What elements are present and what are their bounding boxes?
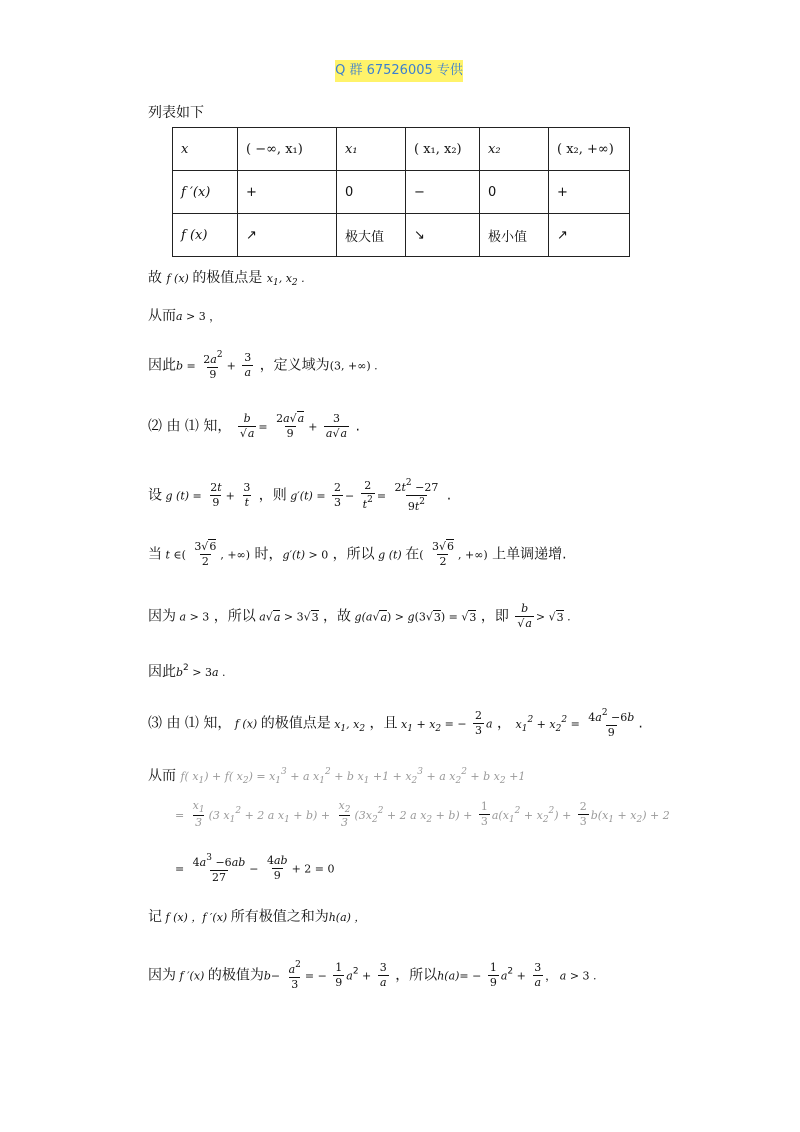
sum-regroup-line: = $\frac{x_1}{3}$ (3 $x_1^2 + 2$ a $x_1 + b$) + $\frac{x_2}{3}$ ($3x_2^2 + 2$ a $x_2 + b$) + $\frac{1}{3}$ $a(x_1^2 + x_2^2)$ + $\frac{2}{3}$ $b(x_1 + x_2) + 2$ (175, 799, 670, 830)
text: 当 (148, 546, 162, 563)
text: ⑶ 由 ⑴ 知， (148, 715, 232, 732)
text: 的极值点是 (260, 715, 331, 732)
text: 所有极值之和为 (230, 909, 329, 925)
text: 因为 (148, 967, 176, 984)
table-cell: − (406, 171, 480, 214)
sum-expansion-line: 从而 f( $x_1) + f$( $x_2) = x_1^3 + a$ $x_1^2 + b$ $x_1 +1 + x_2^3 + a$ $x_2^2 + b$ $x_2 +1$ (148, 767, 526, 786)
table-cell: 0 (337, 171, 406, 214)
monotonicity-table (172, 127, 630, 257)
increasing-arrow-icon: ↗ (549, 214, 630, 257)
text: 因此 (148, 357, 176, 374)
table-cell: f (x) (173, 214, 238, 257)
monotonic-line: 当 t ∈( $\frac{3√6}{2}$ , +∞) 时，g′(t) > 0 ，所以 g (t) 在( $\frac{3√6}{2}$ , +∞) 上单调递增. (148, 540, 567, 568)
b-expression-line: 因此b = $\frac{2a^2}{9}$ + $\frac{3}{a}$ ，定义域为(3, +∞) . (148, 350, 378, 381)
increasing-arrow-icon: ↗ (238, 214, 337, 257)
part2-line: ⑵ 由 ⑴ 知， $\frac{b}{√a}$ = $\frac{2a√a}{9}$ + $\frac{3}{a√a}$ . (148, 412, 360, 440)
text: 时， (254, 546, 283, 563)
text: ，故 (323, 608, 352, 625)
text: ，即 (480, 608, 509, 625)
text: 从而 (148, 308, 176, 324)
part3-line: ⑶ 由 ⑴ 知， f (x) 的极值点是 $x_1$, $x_2$ ，且 $x_1 + x_2$ = − $\frac{2}{3}$ a ， $x_1^2 + x_2^2$ = $\frac{4a^2 -6b}{9}$ . (148, 708, 643, 739)
table-cell: ( −∞, x₁) (238, 128, 337, 171)
text: 的极值为 (207, 967, 264, 984)
g-definition-line: 设 g (t) = $\frac{2t}{9}$ + $\frac{3}{t}$ ，则 g′(t) = $\frac{2}{3}$ − $\frac{2}{t^2}$ = $\frac{2t^2 -27}{9t^2}$ . (148, 478, 452, 513)
table-cell: x (173, 128, 238, 171)
text: ，且 (369, 715, 398, 732)
table-intro: 列表如下 (148, 105, 204, 121)
text: 记 (148, 909, 162, 925)
text: 故 (148, 270, 162, 286)
h-definition-line: 记 f (x) ，f ′(x) 所有极值之和为h(a) ， (148, 909, 366, 925)
text: 的极值点是 (192, 270, 263, 286)
inequality-line: 因为 a > 3 ，所以 a√a > 3√3 ，故 g(a√a) > g(3√3) = √3 ，即 $\frac{b}{√a}$ > √3 . (148, 602, 571, 630)
table-cell: 极大值 (337, 214, 406, 257)
text: ，所以 (213, 608, 256, 625)
text: 设 (148, 487, 162, 504)
table-cell: x₂ (480, 128, 549, 171)
table-cell: x₁ (337, 128, 406, 171)
h-result-line: 因为 f ′(x) 的极值为b− $\frac{a^2}{3}$ = − $\frac{1}{9}$ $a^2$ + $\frac{3}{a}$ ，所以h(a)= − $\frac{1}{9}$ $a^2$ + $\frac{3}{a}$ ， a > 3 . (148, 960, 597, 991)
table-cell: f ′(x) (173, 171, 238, 214)
text: 在 (405, 546, 420, 563)
sum-result-line: = $\frac{4a^3 -6ab}{27}$ − $\frac{4ab}{9}$ + 2 = 0 (175, 853, 335, 884)
text: 因为 (148, 608, 176, 625)
text: 从而 (148, 768, 176, 784)
table-cell: + (549, 171, 630, 214)
table-row (173, 171, 630, 214)
table-cell: ( x₂, +∞) (549, 128, 630, 171)
text: 因此 (148, 664, 176, 680)
table-cell: 极小值 (480, 214, 549, 257)
table-cell: ( x₁, x₂) (406, 128, 480, 171)
text: ，所以 (332, 546, 375, 563)
text: ，则 (258, 487, 287, 504)
text: ⑵ 由 ⑴ 知， (148, 418, 232, 435)
text: 上单调递增. (492, 546, 567, 563)
extremum-points-line: 故 f (x) 的极值点是 $x_1$, $x_2$ . (148, 270, 305, 288)
table-cell: 0 (480, 171, 549, 214)
b-squared-line: 因此$b^2 > 3a$ . (148, 663, 226, 680)
table-row (173, 128, 630, 171)
decreasing-arrow-icon: ↘ (406, 214, 480, 257)
text: ，所以 (395, 967, 438, 984)
a-range-line: 从而a > 3 ， (148, 308, 221, 324)
table-cell: + (238, 171, 337, 214)
text: ，定义域为 (259, 357, 330, 374)
table-row (173, 214, 630, 257)
qq-group-banner: Q 群 67526005 专供 (335, 60, 463, 82)
